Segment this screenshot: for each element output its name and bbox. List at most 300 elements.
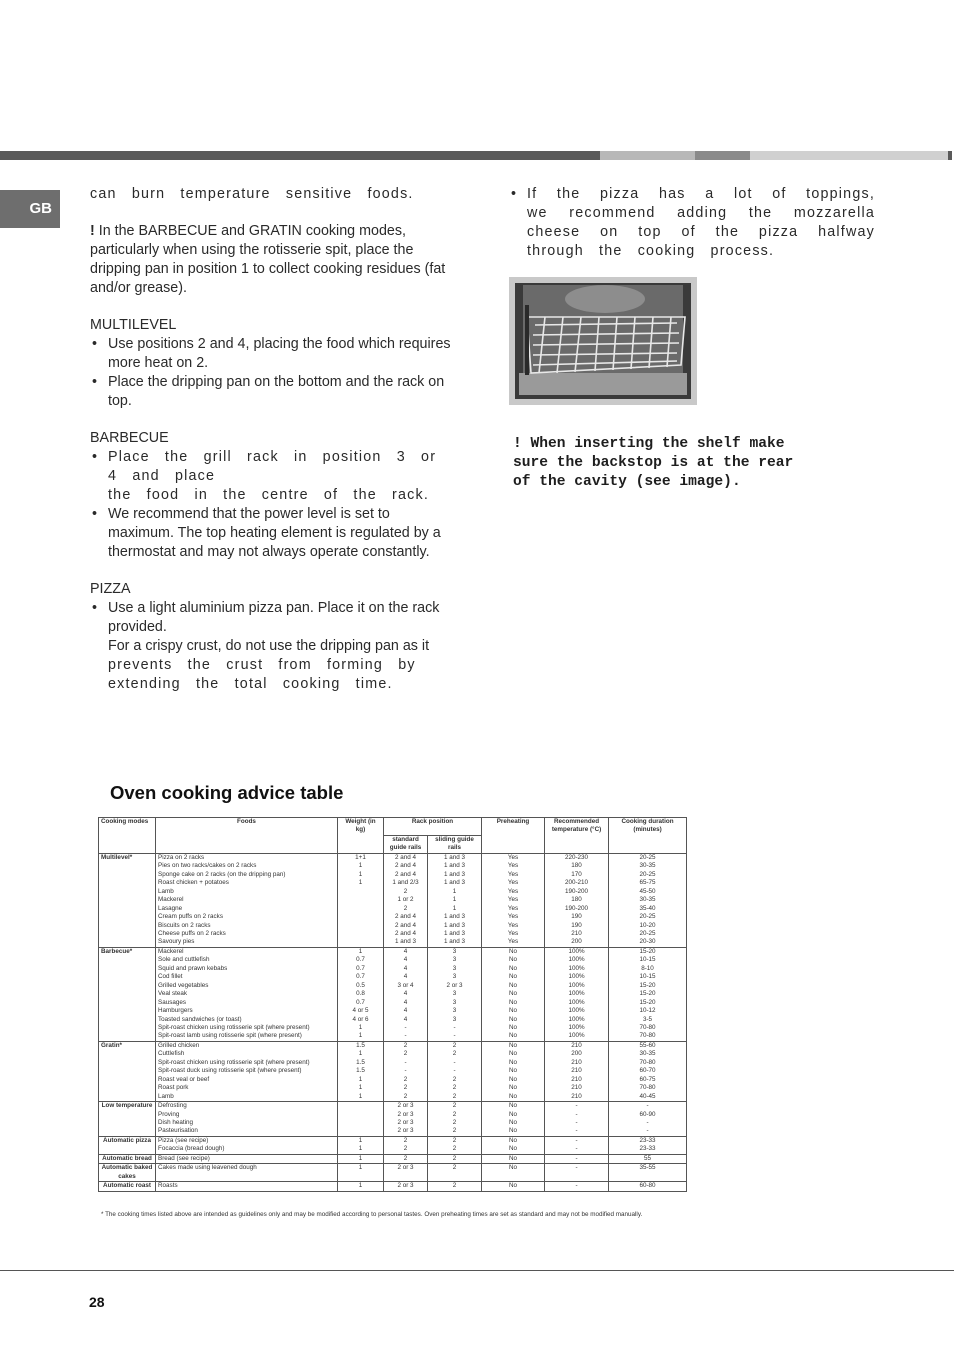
rack-standard-cell: 2 xyxy=(384,1084,428,1092)
rack-sliding-cell: 2 xyxy=(428,1127,482,1136)
header-preheating: Preheating xyxy=(482,818,545,854)
temperature-cell: - xyxy=(545,1154,609,1163)
rack-sliding-cell: - xyxy=(428,1032,482,1041)
rack-sliding-cell: 2 xyxy=(428,1093,482,1102)
food-cell: Mackerel xyxy=(156,896,338,904)
table-row xyxy=(99,922,687,930)
duration-cell: 10-15 xyxy=(609,973,687,981)
cooking-mode-cell: Low temperature xyxy=(99,1102,156,1137)
weight-cell xyxy=(338,1127,384,1136)
temperature-cell: 100% xyxy=(545,1016,609,1024)
preheating-cell: No xyxy=(482,1067,545,1075)
rack-sliding-cell: 2 xyxy=(428,1076,482,1084)
table-row xyxy=(99,1093,687,1102)
table-row xyxy=(99,862,687,870)
bar-segment xyxy=(948,151,952,160)
duration-cell: 60-70 xyxy=(609,1067,687,1075)
weight-cell: 1 xyxy=(338,1032,384,1041)
food-cell: Squid and prawn kebabs xyxy=(156,965,338,973)
duration-cell: 20-25 xyxy=(609,871,687,879)
weight-cell: 4 or 6 xyxy=(338,1016,384,1024)
duration-cell: 40-45 xyxy=(609,1093,687,1102)
food-cell: Cream puffs on 2 racks xyxy=(156,913,338,921)
table-row xyxy=(99,1136,687,1145)
rack-standard-cell: 2 or 3 xyxy=(384,1182,428,1191)
food-cell: Hamburgers xyxy=(156,1007,338,1015)
temperature-cell: 100% xyxy=(545,982,609,990)
food-cell: Defrosting xyxy=(156,1102,338,1111)
food-cell: Spit-roast lamb using rotisserie spit (where present) xyxy=(156,1032,338,1041)
temperature-cell: 100% xyxy=(545,947,609,956)
temperature-cell: 100% xyxy=(545,1024,609,1032)
table-row xyxy=(99,982,687,990)
rack-sliding-cell: 2 xyxy=(428,1111,482,1119)
rack-standard-cell: 2 and 4 xyxy=(384,922,428,930)
table-row xyxy=(99,1164,687,1182)
rack-standard-cell: 4 xyxy=(384,999,428,1007)
header-rack: Rack position xyxy=(384,818,482,836)
temperature-cell: 100% xyxy=(545,1007,609,1015)
duration-cell: 30-35 xyxy=(609,862,687,870)
rack-standard-cell: - xyxy=(384,1024,428,1032)
table-row xyxy=(99,905,687,913)
rack-standard-cell: 4 xyxy=(384,965,428,973)
temperature-cell: - xyxy=(545,1164,609,1182)
temperature-cell: 100% xyxy=(545,999,609,1007)
weight-cell xyxy=(338,930,384,938)
rack-sliding-cell: 1 and 3 xyxy=(428,879,482,887)
multilevel-bullet: • Use positions 2 and 4, placing the food which requires more heat on 2. xyxy=(90,335,456,373)
duration-cell: 10-15 xyxy=(609,956,687,964)
duration-cell: 15-20 xyxy=(609,999,687,1007)
weight-cell: 1 xyxy=(338,871,384,879)
weight-cell xyxy=(338,1111,384,1119)
rack-standard-cell: - xyxy=(384,1067,428,1075)
table-row xyxy=(99,1111,687,1119)
duration-cell: 60-80 xyxy=(609,1182,687,1191)
food-cell: Spit-roast chicken using rotisserie spit (where present) xyxy=(156,1059,338,1067)
rack-sliding-cell: 3 xyxy=(428,1016,482,1024)
rack-sliding-cell: 2 xyxy=(428,1182,482,1191)
preheating-cell: Yes xyxy=(482,871,545,879)
duration-cell: 15-20 xyxy=(609,990,687,998)
food-cell: Spit-roast chicken using rotisserie spit (where present) xyxy=(156,1024,338,1032)
table-row xyxy=(99,1041,687,1050)
table-row xyxy=(99,1007,687,1015)
table-row xyxy=(99,999,687,1007)
cooking-mode-cell: Automatic baked cakes xyxy=(99,1164,156,1182)
table-row xyxy=(99,990,687,998)
rack-sliding-cell: 1 xyxy=(428,888,482,896)
table-row xyxy=(99,1182,687,1191)
preheating-cell: No xyxy=(482,1050,545,1058)
preheating-cell: No xyxy=(482,1127,545,1136)
table-title: Oven cooking advice table xyxy=(110,782,344,803)
rack-sliding-cell: 3 xyxy=(428,999,482,1007)
rack-sliding-cell: 2 xyxy=(428,1084,482,1092)
preheating-cell: Yes xyxy=(482,922,545,930)
rack-sliding-cell: 3 xyxy=(428,973,482,981)
footer-rule xyxy=(0,1270,954,1271)
temperature-cell: 210 xyxy=(545,1041,609,1050)
temperature-cell: 190-200 xyxy=(545,905,609,913)
food-cell: Roast pork xyxy=(156,1084,338,1092)
preheating-cell: No xyxy=(482,1164,545,1182)
table-row xyxy=(99,1127,687,1136)
temperature-cell: 210 xyxy=(545,1093,609,1102)
duration-cell: 70-80 xyxy=(609,1024,687,1032)
preheating-cell: No xyxy=(482,1102,545,1111)
preheating-cell: Yes xyxy=(482,913,545,921)
rack-standard-cell: 2 xyxy=(384,905,428,913)
duration-cell: 20-25 xyxy=(609,930,687,938)
language-tab: GB xyxy=(0,190,60,228)
multilevel-bullet: • Place the dripping pan on the bottom and the rack on top. xyxy=(90,373,456,411)
food-cell: Bread (see recipe) xyxy=(156,1154,338,1163)
temperature-cell: 190 xyxy=(545,913,609,921)
table-row xyxy=(99,1016,687,1024)
duration-cell: 23-33 xyxy=(609,1136,687,1145)
rack-standard-cell: 1 and 3 xyxy=(384,938,428,947)
rack-standard-cell: 2 and 4 xyxy=(384,930,428,938)
preheating-cell: Yes xyxy=(482,888,545,896)
duration-cell: 23-33 xyxy=(609,1145,687,1154)
weight-cell xyxy=(338,905,384,913)
preheating-cell: No xyxy=(482,956,545,964)
duration-cell: 30-35 xyxy=(609,896,687,904)
table-row xyxy=(99,1050,687,1058)
food-cell: Sole and cuttlefish xyxy=(156,956,338,964)
preheating-cell: No xyxy=(482,1093,545,1102)
temperature-cell: 210 xyxy=(545,1084,609,1092)
oven-rack-illustration xyxy=(509,277,697,405)
table-row xyxy=(99,1032,687,1041)
cooking-mode-cell: Barbecue* xyxy=(99,947,156,1041)
duration-cell: 3-5 xyxy=(609,1016,687,1024)
food-cell: Grilled chicken xyxy=(156,1041,338,1050)
duration-cell: 20-25 xyxy=(609,853,687,862)
cooking-mode-cell: Automatic bread xyxy=(99,1154,156,1163)
rack-sliding-cell: 2 xyxy=(428,1041,482,1050)
rack-standard-cell: - xyxy=(384,1032,428,1041)
weight-cell: 1 xyxy=(338,862,384,870)
rack-standard-cell: 2 and 4 xyxy=(384,862,428,870)
temperature-cell: 200 xyxy=(545,938,609,947)
table-row xyxy=(99,1154,687,1163)
pizza-toppings-bullet: • If the pizza has a lot of toppings, we recommend adding the mozzarella cheese on top of the pizza halfway through the cooking process. xyxy=(509,185,875,261)
temperature-cell: - xyxy=(545,1145,609,1154)
rack-sliding-cell: 1 and 3 xyxy=(428,913,482,921)
bar-segment xyxy=(750,151,948,160)
preheating-cell: No xyxy=(482,973,545,981)
temperature-cell: 170 xyxy=(545,871,609,879)
bar-segment xyxy=(695,151,750,160)
temperature-cell: 180 xyxy=(545,896,609,904)
food-cell: Cod fillet xyxy=(156,973,338,981)
rack-sliding-cell: 2 xyxy=(428,1136,482,1145)
rack-standard-cell: 4 xyxy=(384,973,428,981)
duration-cell: 70-80 xyxy=(609,1032,687,1041)
food-cell: Lasagne xyxy=(156,905,338,913)
preheating-cell: No xyxy=(482,1007,545,1015)
weight-cell: 1 xyxy=(338,1024,384,1032)
food-cell: Cheese puffs on 2 racks xyxy=(156,930,338,938)
preheating-cell: No xyxy=(482,982,545,990)
preheating-cell: No xyxy=(482,999,545,1007)
duration-cell: 70-80 xyxy=(609,1059,687,1067)
table-row xyxy=(99,965,687,973)
duration-cell: 70-80 xyxy=(609,1084,687,1092)
table-footnote: * The cooking times listed above are intended as guidelines only and may be modified according to personal tastes. Oven preheating times are set as standard and may not be modified manually. xyxy=(101,1211,643,1218)
table-row xyxy=(99,1059,687,1067)
food-cell: Spit-roast duck using rotisserie spit (where present) xyxy=(156,1067,338,1075)
temperature-cell: 210 xyxy=(545,1059,609,1067)
duration-cell: 60-75 xyxy=(609,1076,687,1084)
preheating-cell: No xyxy=(482,1111,545,1119)
rack-sliding-cell: 3 xyxy=(428,965,482,973)
rack-standard-cell: 4 xyxy=(384,947,428,956)
weight-cell: 1 xyxy=(338,1076,384,1084)
weight-cell: 0.8 xyxy=(338,990,384,998)
table-row xyxy=(99,871,687,879)
cooking-mode-cell: Gratin* xyxy=(99,1041,156,1101)
rack-sliding-cell: 1 xyxy=(428,896,482,904)
duration-cell: 45-50 xyxy=(609,888,687,896)
rack-standard-cell: 4 xyxy=(384,1007,428,1015)
duration-cell: 15-20 xyxy=(609,982,687,990)
rack-sliding-cell: - xyxy=(428,1059,482,1067)
table-row xyxy=(99,1067,687,1075)
oven-rack-image xyxy=(509,277,697,405)
rack-standard-cell: 4 xyxy=(384,956,428,964)
rack-standard-cell: 2 or 3 xyxy=(384,1102,428,1111)
preheating-cell: Yes xyxy=(482,938,545,947)
cooking-mode-cell: Automatic pizza xyxy=(99,1136,156,1154)
rack-sliding-cell: - xyxy=(428,1067,482,1075)
temperature-cell: 210 xyxy=(545,1076,609,1084)
rack-standard-cell: 2 and 4 xyxy=(384,853,428,862)
rack-standard-cell: 2 xyxy=(384,1145,428,1154)
temperature-cell: 210 xyxy=(545,930,609,938)
barbecue-bullet-continued: the food in the centre of the rack. xyxy=(108,487,430,503)
weight-cell: 1+1 xyxy=(338,853,384,862)
preheating-cell: Yes xyxy=(482,905,545,913)
duration-cell: 15-20 xyxy=(609,947,687,956)
weight-cell: 1 xyxy=(338,1093,384,1102)
preheating-cell: No xyxy=(482,1024,545,1032)
pizza-bullet: • Use a light aluminium pizza pan. Place it on the rack provided. xyxy=(90,599,456,637)
preheating-cell: No xyxy=(482,965,545,973)
food-cell: Dish heating xyxy=(156,1119,338,1127)
rack-standard-cell: 2 and 4 xyxy=(384,871,428,879)
cooking-mode-cell: Automatic roast xyxy=(99,1182,156,1191)
food-cell: Toasted sandwiches (or toast) xyxy=(156,1016,338,1024)
temperature-cell: - xyxy=(545,1102,609,1111)
rack-standard-cell: 3 or 4 xyxy=(384,982,428,990)
rack-sliding-cell: 2 xyxy=(428,1154,482,1163)
food-cell: Cuttlefish xyxy=(156,1050,338,1058)
bar-segment xyxy=(0,151,600,160)
table-row xyxy=(99,1076,687,1084)
duration-cell: 35-40 xyxy=(609,905,687,913)
pizza-text: For a crispy crust, do not use the dripping pan as it xyxy=(108,638,430,654)
food-cell: Sponge cake on 2 racks (on the dripping pan) xyxy=(156,871,338,879)
weight-cell: 0.7 xyxy=(338,956,384,964)
weight-cell: 1 xyxy=(338,1154,384,1163)
duration-cell: 10-12 xyxy=(609,1007,687,1015)
weight-cell: 1 xyxy=(338,879,384,887)
food-cell: Biscuits on 2 racks xyxy=(156,922,338,930)
rack-sliding-cell: 3 xyxy=(428,947,482,956)
preheating-cell: Yes xyxy=(482,853,545,862)
food-cell: Veal steak xyxy=(156,990,338,998)
header-mode: Cooking modes xyxy=(99,818,156,854)
food-cell: Proving xyxy=(156,1111,338,1119)
weight-cell: 1 xyxy=(338,1084,384,1092)
barbecue-note xyxy=(90,222,456,298)
temperature-cell: 100% xyxy=(545,990,609,998)
food-cell: Cakes made using leavened dough xyxy=(156,1164,338,1182)
food-cell: Savoury pies xyxy=(156,938,338,947)
rack-standard-cell: 2 xyxy=(384,1093,428,1102)
weight-cell xyxy=(338,913,384,921)
preheating-cell: No xyxy=(482,1182,545,1191)
preheating-cell: No xyxy=(482,1041,545,1050)
duration-cell: 10-20 xyxy=(609,922,687,930)
table-row xyxy=(99,1102,687,1111)
preheating-cell: Yes xyxy=(482,896,545,904)
weight-cell: 1 xyxy=(338,947,384,956)
preheating-cell: No xyxy=(482,1076,545,1084)
weight-cell xyxy=(338,888,384,896)
preheating-cell: No xyxy=(482,990,545,998)
cooking-advice-table xyxy=(98,817,687,1192)
rack-standard-cell: 2 or 3 xyxy=(384,1164,428,1182)
temperature-cell: 100% xyxy=(545,973,609,981)
intro-line: can burn temperature sensitive foods. xyxy=(90,186,414,202)
table-row xyxy=(99,1024,687,1032)
preheating-cell: No xyxy=(482,1084,545,1092)
preheating-cell: No xyxy=(482,1136,545,1145)
temperature-cell: - xyxy=(545,1119,609,1127)
preheating-cell: No xyxy=(482,1145,545,1154)
preheating-cell: Yes xyxy=(482,879,545,887)
table-row xyxy=(99,853,687,862)
weight-cell: 1 xyxy=(338,1182,384,1191)
duration-cell: 35-55 xyxy=(609,1164,687,1182)
preheating-cell: No xyxy=(482,1016,545,1024)
rack-sliding-cell: 2 xyxy=(428,1164,482,1182)
rack-sliding-cell: 1 and 3 xyxy=(428,853,482,862)
preheating-cell: No xyxy=(482,947,545,956)
food-cell: Pasteurisation xyxy=(156,1127,338,1136)
table-row xyxy=(99,896,687,904)
preheating-cell: Yes xyxy=(482,930,545,938)
rack-sliding-cell: 1 xyxy=(428,905,482,913)
temperature-cell: 220-230 xyxy=(545,853,609,862)
rack-sliding-cell: 1 and 3 xyxy=(428,930,482,938)
weight-cell: 0.7 xyxy=(338,999,384,1007)
food-cell: Roasts xyxy=(156,1182,338,1191)
page-number: 28 xyxy=(89,1294,105,1310)
weight-cell xyxy=(338,1102,384,1111)
rack-sliding-cell: 3 xyxy=(428,1007,482,1015)
temperature-cell: - xyxy=(545,1127,609,1136)
preheating-cell: No xyxy=(482,1032,545,1041)
weight-cell: 1.5 xyxy=(338,1059,384,1067)
rack-standard-cell: 2 xyxy=(384,1050,428,1058)
table-body xyxy=(99,853,687,1191)
rack-sliding-cell: 2 xyxy=(428,1050,482,1058)
rack-standard-cell: 2 xyxy=(384,1076,428,1084)
weight-cell: 0.5 xyxy=(338,982,384,990)
temperature-cell: 100% xyxy=(545,965,609,973)
barbecue-heading: BARBECUE xyxy=(90,430,169,446)
shelf-warning: ! When inserting the shelf make sure the backstop is at the rear of the cavity (see image). xyxy=(513,436,794,490)
temperature-cell: 100% xyxy=(545,956,609,964)
weight-cell: 1 xyxy=(338,1050,384,1058)
duration-cell: 30-35 xyxy=(609,1050,687,1058)
food-cell: Roast veal or beef xyxy=(156,1076,338,1084)
header-duration: Cooking duration (minutes) xyxy=(609,818,687,854)
table-row xyxy=(99,1145,687,1154)
rack-sliding-cell: 1 and 3 xyxy=(428,938,482,947)
rack-sliding-cell: 3 xyxy=(428,956,482,964)
preheating-cell: No xyxy=(482,1059,545,1067)
duration-cell: 20-25 xyxy=(609,913,687,921)
rack-sliding-cell: 2 xyxy=(428,1145,482,1154)
barbecue-bullet: • Place the grill rack in position 3 or 4 and place xyxy=(90,448,456,486)
rack-standard-cell: 4 xyxy=(384,1016,428,1024)
pizza-text: extending the total cooking time. xyxy=(108,676,393,692)
rack-standard-cell: - xyxy=(384,1059,428,1067)
rack-sliding-cell: 2 or 3 xyxy=(428,982,482,990)
food-cell: Roast chicken + potatoes xyxy=(156,879,338,887)
table-row xyxy=(99,956,687,964)
weight-cell: 0.7 xyxy=(338,973,384,981)
duration-cell: 55 xyxy=(609,1154,687,1163)
rack-sliding-cell: 1 and 3 xyxy=(428,862,482,870)
header-color-bar xyxy=(0,151,954,160)
rack-standard-cell: 2 or 3 xyxy=(384,1127,428,1136)
rack-standard-cell: 2 xyxy=(384,1041,428,1050)
warning-mark: ! xyxy=(90,223,95,239)
food-cell: Lamb xyxy=(156,1093,338,1102)
temperature-cell: 200-210 xyxy=(545,879,609,887)
food-cell: Mackerel xyxy=(156,947,338,956)
multilevel-heading: MULTILEVEL xyxy=(90,317,177,333)
rack-sliding-cell: 3 xyxy=(428,990,482,998)
table-row xyxy=(99,930,687,938)
table-row xyxy=(99,1119,687,1127)
rack-standard-cell: 2 xyxy=(384,1136,428,1145)
rack-standard-cell: 2 or 3 xyxy=(384,1111,428,1119)
food-cell: Lamb xyxy=(156,888,338,896)
table-row xyxy=(99,888,687,896)
pizza-text: prevents the crust from forming by xyxy=(108,657,416,673)
rack-sliding-cell: 1 and 3 xyxy=(428,922,482,930)
duration-cell: 65-75 xyxy=(609,879,687,887)
duration-cell: - xyxy=(609,1119,687,1127)
right-column xyxy=(509,185,875,261)
weight-cell xyxy=(338,938,384,947)
header-rack-sliding: sliding guide rails xyxy=(428,836,482,854)
temperature-cell: 100% xyxy=(545,1032,609,1041)
weight-cell: 1.5 xyxy=(338,1041,384,1050)
table-row xyxy=(99,938,687,947)
rack-standard-cell: 1 and 2/3 xyxy=(384,879,428,887)
duration-cell: 20-30 xyxy=(609,938,687,947)
